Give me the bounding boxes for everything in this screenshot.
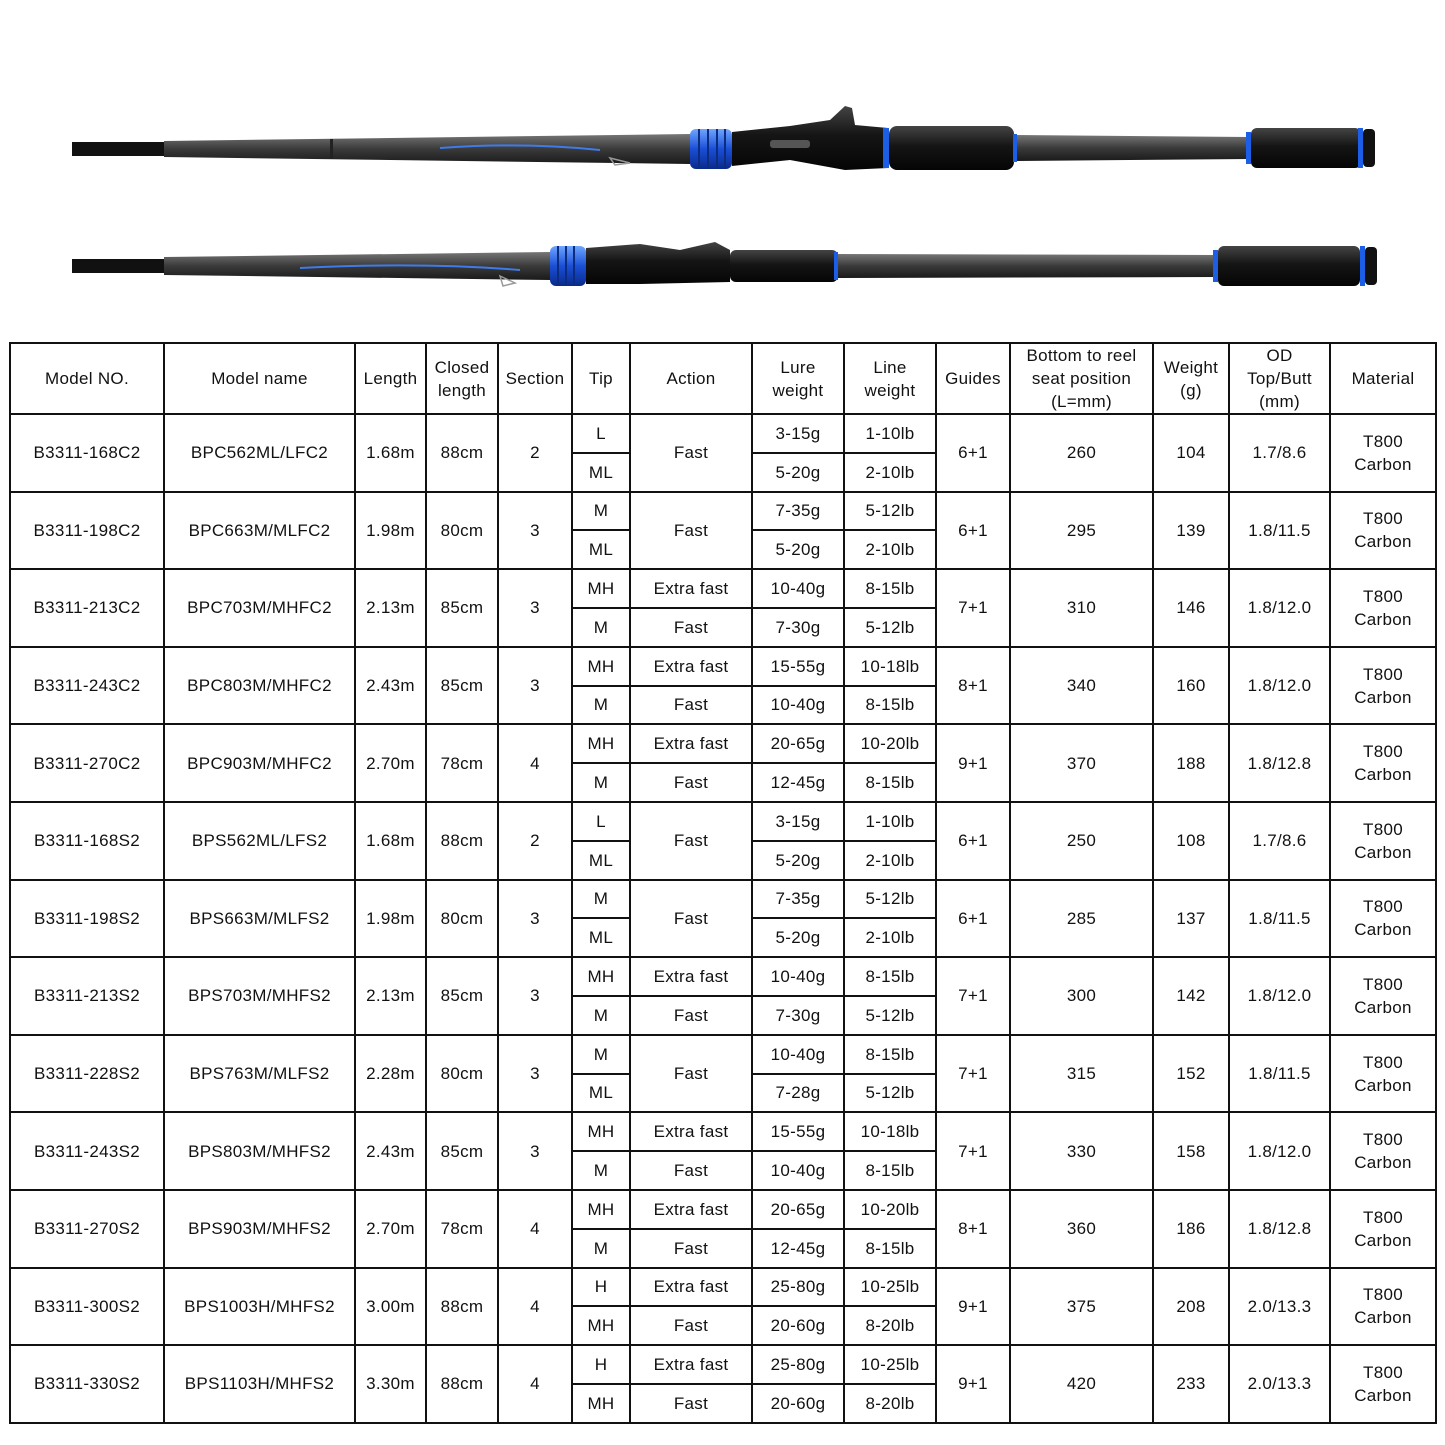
action-cell: Extra fast: [630, 1190, 752, 1229]
model-name-cell: BPS1103H/MHFS2: [164, 1345, 355, 1423]
od-cell: 1.8/12.0: [1229, 647, 1330, 725]
material-cell: T800 Carbon: [1330, 1268, 1436, 1346]
model-no-cell: B3311-243S2: [10, 1112, 164, 1190]
model-no-cell: B3311-213S2: [10, 957, 164, 1035]
model-no-cell: B3311-213C2: [10, 569, 164, 647]
material-cell: T800 Carbon: [1330, 569, 1436, 647]
length-cell: 1.98m: [355, 492, 426, 570]
length-cell: 1.68m: [355, 802, 426, 880]
line-weight-cell: 5-12lb: [844, 996, 936, 1035]
line-weight-cell: 10-20lb: [844, 724, 936, 763]
model-name-cell: BPS703M/MHFS2: [164, 957, 355, 1035]
section-cell: 4: [498, 724, 572, 802]
section-cell: 3: [498, 492, 572, 570]
od-cell: 2.0/13.3: [1229, 1345, 1330, 1423]
closed-length-cell: 78cm: [426, 724, 498, 802]
model-name-cell: BPC562ML/LFC2: [164, 414, 355, 492]
tip-cell: H: [572, 1268, 630, 1307]
guides-cell: 8+1: [936, 1190, 1010, 1268]
length-cell: 2.70m: [355, 724, 426, 802]
model-name-cell: BPS763M/MLFS2: [164, 1035, 355, 1113]
lure-weight-cell: 7-35g: [752, 880, 844, 919]
line-weight-cell: 10-20lb: [844, 1190, 936, 1229]
section-cell: 4: [498, 1268, 572, 1346]
model-name-cell: BPC663M/MLFC2: [164, 492, 355, 570]
line-weight-cell: 5-12lb: [844, 492, 936, 531]
tip-cell: M: [572, 996, 630, 1035]
section-cell: 3: [498, 1112, 572, 1190]
section-cell: 2: [498, 802, 572, 880]
line-weight-cell: 2-10lb: [844, 841, 936, 880]
tip-cell: M: [572, 686, 630, 725]
material-cell: T800 Carbon: [1330, 1190, 1436, 1268]
header-guides: Guides: [936, 343, 1010, 414]
od-cell: 1.7/8.6: [1229, 414, 1330, 492]
closed-length-cell: 88cm: [426, 1268, 498, 1346]
guides-cell: 7+1: [936, 957, 1010, 1035]
reel-seat-cell: 360: [1010, 1190, 1153, 1268]
model-no-cell: B3311-228S2: [10, 1035, 164, 1113]
header-reel-seat-position: Bottom to reel seat position (L=mm): [1010, 343, 1153, 414]
header-model-no: Model NO.: [10, 343, 164, 414]
guides-cell: 7+1: [936, 1035, 1010, 1113]
lure-weight-cell: 5-20g: [752, 530, 844, 569]
header-tip: Tip: [572, 343, 630, 414]
length-cell: 2.43m: [355, 1112, 426, 1190]
lure-weight-cell: 3-15g: [752, 414, 844, 453]
reel-seat-cell: 260: [1010, 414, 1153, 492]
action-cell: Fast: [630, 1035, 752, 1113]
line-weight-cell: 8-20lb: [844, 1384, 936, 1423]
table-row: [10, 1112, 1436, 1151]
line-weight-cell: 8-15lb: [844, 1229, 936, 1268]
table-row: [10, 1268, 1436, 1307]
action-cell: Extra fast: [630, 647, 752, 686]
action-cell: Fast: [630, 492, 752, 570]
section-cell: 3: [498, 569, 572, 647]
od-cell: 1.8/11.5: [1229, 880, 1330, 958]
lure-weight-cell: 7-28g: [752, 1074, 844, 1113]
guides-cell: 7+1: [936, 1112, 1010, 1190]
lure-weight-cell: 20-65g: [752, 724, 844, 763]
weight-cell: 137: [1153, 880, 1229, 958]
spinning-rod-image: [72, 242, 1377, 286]
tip-cell: ML: [572, 841, 630, 880]
reel-seat-cell: 295: [1010, 492, 1153, 570]
lure-weight-cell: 15-55g: [752, 1112, 844, 1151]
table-row: [10, 569, 1436, 608]
tip-cell: ML: [572, 1074, 630, 1113]
header-line-weight: Line weight: [844, 343, 936, 414]
lure-weight-cell: 10-40g: [752, 686, 844, 725]
weight-cell: 139: [1153, 492, 1229, 570]
model-no-cell: B3311-168S2: [10, 802, 164, 880]
lure-weight-cell: 5-20g: [752, 453, 844, 492]
model-no-cell: B3311-330S2: [10, 1345, 164, 1423]
tip-cell: MH: [572, 724, 630, 763]
od-cell: 1.8/12.0: [1229, 569, 1330, 647]
line-weight-cell: 5-12lb: [844, 608, 936, 647]
action-cell: Fast: [630, 996, 752, 1035]
table-row: [10, 1345, 1436, 1384]
closed-length-cell: 80cm: [426, 1035, 498, 1113]
tip-cell: L: [572, 802, 630, 841]
model-name-cell: BPS1003H/MHFS2: [164, 1268, 355, 1346]
section-cell: 3: [498, 647, 572, 725]
weight-cell: 108: [1153, 802, 1229, 880]
header-material: Material: [1330, 343, 1436, 414]
closed-length-cell: 80cm: [426, 492, 498, 570]
length-cell: 2.43m: [355, 647, 426, 725]
guides-cell: 7+1: [936, 569, 1010, 647]
model-no-cell: B3311-198S2: [10, 880, 164, 958]
header-weight: Weight (g): [1153, 343, 1229, 414]
spec-table: [9, 342, 1437, 1424]
action-cell: Fast: [630, 1384, 752, 1423]
od-cell: 1.8/12.0: [1229, 957, 1330, 1035]
action-cell: Extra fast: [630, 569, 752, 608]
length-cell: 1.98m: [355, 880, 426, 958]
material-cell: T800 Carbon: [1330, 647, 1436, 725]
length-cell: 1.68m: [355, 414, 426, 492]
line-weight-cell: 10-25lb: [844, 1345, 936, 1384]
closed-length-cell: 85cm: [426, 957, 498, 1035]
lure-weight-cell: 12-45g: [752, 1229, 844, 1268]
tip-cell: M: [572, 763, 630, 802]
header-action: Action: [630, 343, 752, 414]
section-cell: 2: [498, 414, 572, 492]
section-cell: 4: [498, 1345, 572, 1423]
action-cell: Fast: [630, 1229, 752, 1268]
line-weight-cell: 10-18lb: [844, 647, 936, 686]
weight-cell: 158: [1153, 1112, 1229, 1190]
lure-weight-cell: 10-40g: [752, 1151, 844, 1190]
section-cell: 4: [498, 1190, 572, 1268]
material-cell: T800 Carbon: [1330, 724, 1436, 802]
line-weight-cell: 10-18lb: [844, 1112, 936, 1151]
header-closed-length: Closed length: [426, 343, 498, 414]
line-weight-cell: 5-12lb: [844, 1074, 936, 1113]
tip-cell: M: [572, 1035, 630, 1074]
reel-seat-cell: 300: [1010, 957, 1153, 1035]
casting-rod-image: [72, 106, 1375, 170]
tip-cell: MH: [572, 957, 630, 996]
table-row: [10, 492, 1436, 531]
lure-weight-cell: 10-40g: [752, 569, 844, 608]
model-name-cell: BPC803M/MHFC2: [164, 647, 355, 725]
reel-seat-cell: 315: [1010, 1035, 1153, 1113]
table-row: [10, 1190, 1436, 1229]
lure-weight-cell: 5-20g: [752, 841, 844, 880]
lure-weight-cell: 12-45g: [752, 763, 844, 802]
reel-seat-cell: 375: [1010, 1268, 1153, 1346]
tip-cell: MH: [572, 569, 630, 608]
od-cell: 2.0/13.3: [1229, 1268, 1330, 1346]
action-cell: Fast: [630, 686, 752, 725]
lure-weight-cell: 25-80g: [752, 1345, 844, 1384]
tip-cell: MH: [572, 1112, 630, 1151]
line-weight-cell: 1-10lb: [844, 414, 936, 453]
model-no-cell: B3311-168C2: [10, 414, 164, 492]
material-cell: T800 Carbon: [1330, 1035, 1436, 1113]
length-cell: 2.70m: [355, 1190, 426, 1268]
model-name-cell: BPS562ML/LFS2: [164, 802, 355, 880]
header-lure-weight: Lure weight: [752, 343, 844, 414]
length-cell: 3.30m: [355, 1345, 426, 1423]
weight-cell: 233: [1153, 1345, 1229, 1423]
tip-cell: M: [572, 492, 630, 531]
tip-cell: ML: [572, 453, 630, 492]
weight-cell: 104: [1153, 414, 1229, 492]
action-cell: Fast: [630, 414, 752, 492]
action-cell: Extra fast: [630, 1112, 752, 1151]
header-model-name: Model name: [164, 343, 355, 414]
line-weight-cell: 8-15lb: [844, 1151, 936, 1190]
tip-cell: H: [572, 1345, 630, 1384]
closed-length-cell: 88cm: [426, 414, 498, 492]
tip-cell: M: [572, 1229, 630, 1268]
length-cell: 2.13m: [355, 569, 426, 647]
tip-cell: MH: [572, 1384, 630, 1423]
model-no-cell: B3311-300S2: [10, 1268, 164, 1346]
model-name-cell: BPC703M/MHFC2: [164, 569, 355, 647]
model-no-cell: B3311-198C2: [10, 492, 164, 570]
od-cell: 1.8/12.0: [1229, 1112, 1330, 1190]
od-cell: 1.7/8.6: [1229, 802, 1330, 880]
section-cell: 3: [498, 1035, 572, 1113]
model-no-cell: B3311-270S2: [10, 1190, 164, 1268]
reel-seat-cell: 370: [1010, 724, 1153, 802]
model-name-cell: BPS903M/MHFS2: [164, 1190, 355, 1268]
action-cell: Fast: [630, 763, 752, 802]
line-weight-cell: 8-15lb: [844, 1035, 936, 1074]
lure-weight-cell: 3-15g: [752, 802, 844, 841]
tip-cell: M: [572, 880, 630, 919]
guides-cell: 6+1: [936, 492, 1010, 570]
tip-cell: ML: [572, 530, 630, 569]
line-weight-cell: 8-15lb: [844, 569, 936, 608]
tip-cell: MH: [572, 647, 630, 686]
action-cell: Fast: [630, 608, 752, 647]
action-cell: Fast: [630, 1151, 752, 1190]
length-cell: 2.28m: [355, 1035, 426, 1113]
header-length: Length: [355, 343, 426, 414]
header-row: [10, 343, 1436, 414]
lure-weight-cell: 7-30g: [752, 608, 844, 647]
line-weight-cell: 2-10lb: [844, 530, 936, 569]
lure-weight-cell: 5-20g: [752, 918, 844, 957]
model-no-cell: B3311-270C2: [10, 724, 164, 802]
tip-cell: L: [572, 414, 630, 453]
line-weight-cell: 8-15lb: [844, 686, 936, 725]
guides-cell: 8+1: [936, 647, 1010, 725]
material-cell: T800 Carbon: [1330, 1112, 1436, 1190]
closed-length-cell: 85cm: [426, 647, 498, 725]
table-row: [10, 802, 1436, 841]
reel-seat-cell: 285: [1010, 880, 1153, 958]
lure-weight-cell: 20-65g: [752, 1190, 844, 1229]
lure-weight-cell: 25-80g: [752, 1268, 844, 1307]
model-name-cell: BPS803M/MHFS2: [164, 1112, 355, 1190]
guides-cell: 9+1: [936, 724, 1010, 802]
table-row: [10, 724, 1436, 763]
action-cell: Extra fast: [630, 724, 752, 763]
lure-weight-cell: 10-40g: [752, 1035, 844, 1074]
weight-cell: 186: [1153, 1190, 1229, 1268]
tip-cell: M: [572, 608, 630, 647]
line-weight-cell: 8-15lb: [844, 763, 936, 802]
action-cell: Fast: [630, 1306, 752, 1345]
model-name-cell: BPS663M/MLFS2: [164, 880, 355, 958]
table-row: [10, 414, 1436, 453]
action-cell: Extra fast: [630, 957, 752, 996]
model-name-cell: BPC903M/MHFC2: [164, 724, 355, 802]
action-cell: Fast: [630, 880, 752, 958]
reel-seat-cell: 310: [1010, 569, 1153, 647]
lure-weight-cell: 7-30g: [752, 996, 844, 1035]
weight-cell: 152: [1153, 1035, 1229, 1113]
closed-length-cell: 80cm: [426, 880, 498, 958]
action-cell: Extra fast: [630, 1345, 752, 1384]
table-row: [10, 880, 1436, 919]
length-cell: 2.13m: [355, 957, 426, 1035]
lure-weight-cell: 20-60g: [752, 1306, 844, 1345]
header-od: OD Top/Butt (mm): [1229, 343, 1330, 414]
action-cell: Fast: [630, 802, 752, 880]
line-weight-cell: 2-10lb: [844, 453, 936, 492]
lure-weight-cell: 15-55g: [752, 647, 844, 686]
reel-seat-cell: 340: [1010, 647, 1153, 725]
line-weight-cell: 8-15lb: [844, 957, 936, 996]
od-cell: 1.8/12.8: [1229, 724, 1330, 802]
section-cell: 3: [498, 880, 572, 958]
material-cell: T800 Carbon: [1330, 1345, 1436, 1423]
material-cell: T800 Carbon: [1330, 880, 1436, 958]
reel-seat-cell: 420: [1010, 1345, 1153, 1423]
table-row: [10, 1035, 1436, 1074]
reel-seat-cell: 250: [1010, 802, 1153, 880]
od-cell: 1.8/11.5: [1229, 1035, 1330, 1113]
guides-cell: 6+1: [936, 880, 1010, 958]
weight-cell: 160: [1153, 647, 1229, 725]
table-row: [10, 957, 1436, 996]
tip-cell: ML: [572, 918, 630, 957]
model-no-cell: B3311-243C2: [10, 647, 164, 725]
material-cell: T800 Carbon: [1330, 414, 1436, 492]
section-cell: 3: [498, 957, 572, 1035]
line-weight-cell: 1-10lb: [844, 802, 936, 841]
od-cell: 1.8/11.5: [1229, 492, 1330, 570]
line-weight-cell: 5-12lb: [844, 880, 936, 919]
closed-length-cell: 78cm: [426, 1190, 498, 1268]
lure-weight-cell: 10-40g: [752, 957, 844, 996]
closed-length-cell: 85cm: [426, 1112, 498, 1190]
guides-cell: 9+1: [936, 1268, 1010, 1346]
material-cell: T800 Carbon: [1330, 802, 1436, 880]
weight-cell: 142: [1153, 957, 1229, 1035]
guides-cell: 6+1: [936, 802, 1010, 880]
header-section: Section: [498, 343, 572, 414]
tip-cell: MH: [572, 1190, 630, 1229]
action-cell: Extra fast: [630, 1268, 752, 1307]
lure-weight-cell: 7-35g: [752, 492, 844, 531]
line-weight-cell: 2-10lb: [844, 918, 936, 957]
od-cell: 1.8/12.8: [1229, 1190, 1330, 1268]
closed-length-cell: 85cm: [426, 569, 498, 647]
guides-cell: 6+1: [936, 414, 1010, 492]
material-cell: T800 Carbon: [1330, 957, 1436, 1035]
lure-weight-cell: 20-60g: [752, 1384, 844, 1423]
table-row: [10, 647, 1436, 686]
closed-length-cell: 88cm: [426, 1345, 498, 1423]
tip-cell: M: [572, 1151, 630, 1190]
weight-cell: 146: [1153, 569, 1229, 647]
guides-cell: 9+1: [936, 1345, 1010, 1423]
weight-cell: 188: [1153, 724, 1229, 802]
tip-cell: MH: [572, 1306, 630, 1345]
material-cell: T800 Carbon: [1330, 492, 1436, 570]
length-cell: 3.00m: [355, 1268, 426, 1346]
line-weight-cell: 10-25lb: [844, 1268, 936, 1307]
rod-images: [0, 0, 1445, 335]
closed-length-cell: 88cm: [426, 802, 498, 880]
line-weight-cell: 8-20lb: [844, 1306, 936, 1345]
weight-cell: 208: [1153, 1268, 1229, 1346]
reel-seat-cell: 330: [1010, 1112, 1153, 1190]
